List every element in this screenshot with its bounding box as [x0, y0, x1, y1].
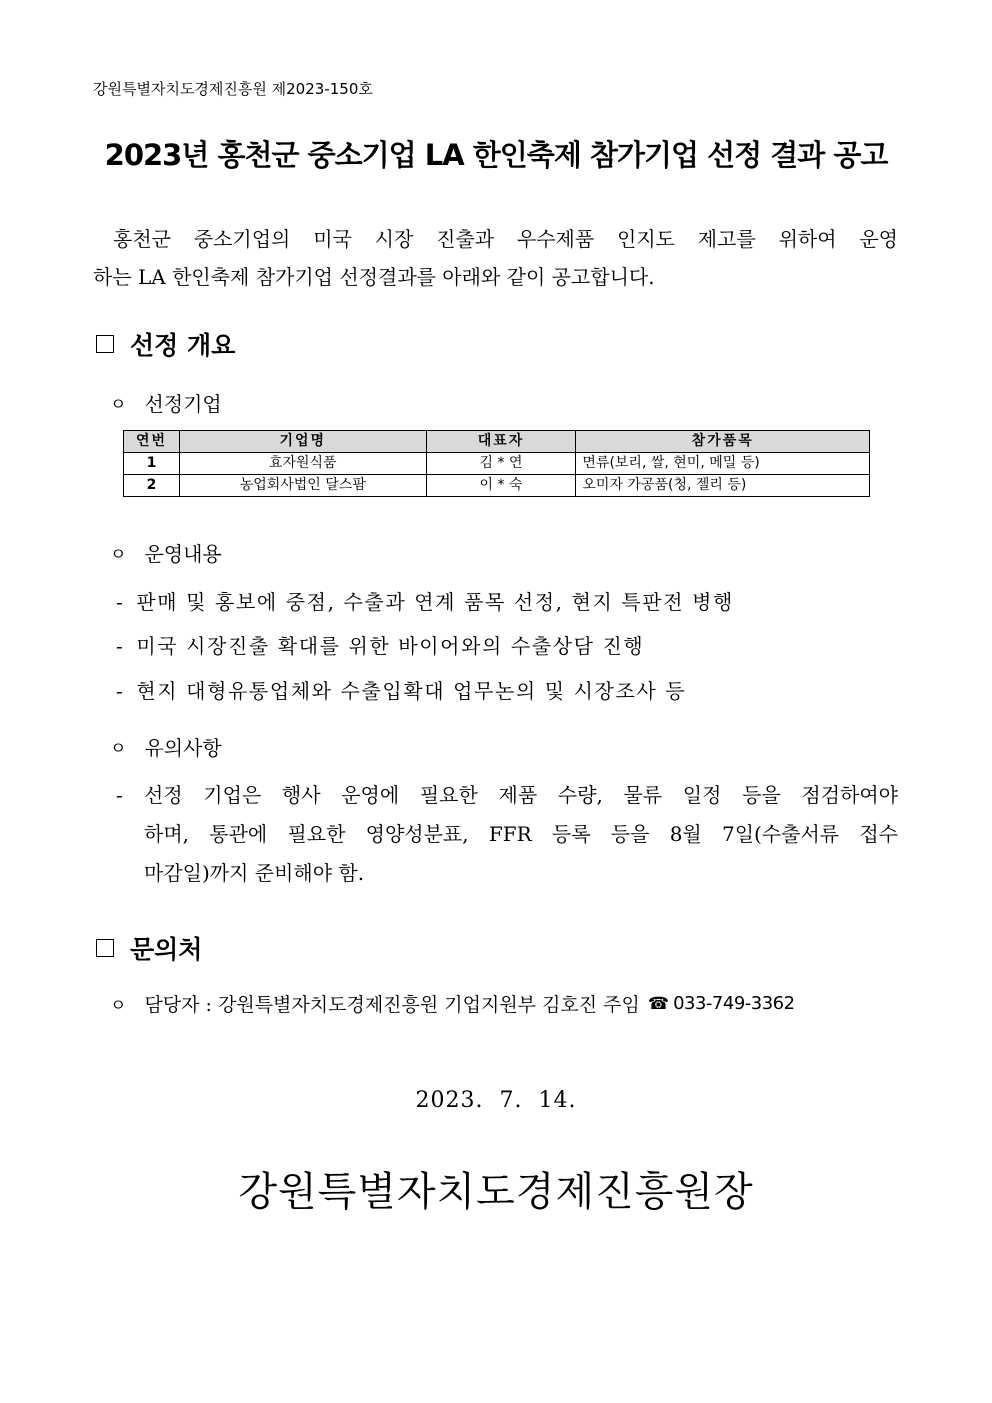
cell-no: 1: [124, 453, 180, 475]
notes-line-3: 마감일)까지 준비해야 함.: [144, 861, 365, 885]
section-heading-contact: [96, 930, 202, 966]
operation-item: [116, 630, 644, 659]
dash-bullet: -: [116, 634, 125, 658]
operation-item-text: 판매 및 홍보에 중점, 수출과 연계 품목 선정, 현지 특판전 병행: [136, 590, 734, 614]
document-number: 강원특별자치도경제진흥원 제2023-150호: [93, 80, 373, 98]
operation-item: [116, 675, 686, 704]
cell-items: 면류(보리, 쌀, 현미, 메밀 등): [576, 453, 870, 475]
notes-line-1: 선정 기업은 행사 운영에 필요한 제품 수량, 물류 일정 등을 점검하여야: [144, 783, 898, 807]
section-heading-text: 선정 개요: [130, 331, 236, 360]
document-title: 2023년 홍천군 중소기업 LA 한인축제 참가기업 선정 결과 공고: [104, 138, 888, 172]
intro-line-1: 홍천군 중소기업의 미국 시장 진출과 우수제품 인지도 제고를 위하여 운영: [113, 227, 898, 251]
intro-paragraph: [93, 220, 898, 296]
dash-bullet: -: [116, 590, 125, 614]
intro-line-2: 하는 LA 한인축제 참가기업 선정결과를 아래와 같이 공고합니다.: [93, 265, 655, 289]
circle-bullet-icon: ㅇ: [110, 545, 127, 565]
header-no: 연번: [124, 431, 180, 453]
section-heading-text: 문의처: [130, 935, 203, 964]
sub-heading-text: 운영내용: [144, 542, 222, 566]
table-header-row: [124, 431, 870, 453]
issuer-name: 강원특별자치도경제진흥원장: [238, 1169, 754, 1215]
cell-ceo: 이 * 숙: [426, 475, 576, 497]
contact-label: 담당자 : 강원특별자치도경제진흥원 기업지원부 김호진 주임: [144, 994, 640, 1016]
sub-heading-operations: [110, 538, 222, 567]
section-heading-overview: [96, 326, 235, 362]
square-box-icon: [96, 335, 114, 353]
table-row: [124, 475, 870, 497]
cell-ceo: 김 * 연: [426, 453, 576, 475]
selected-companies-table: [123, 430, 870, 497]
contact-phone: 033-749-3362: [673, 993, 795, 1014]
cell-no: 2: [124, 475, 180, 497]
sub-heading-companies: [110, 388, 222, 417]
sub-heading-text: 유의사항: [144, 736, 222, 760]
circle-bullet-icon: ㅇ: [110, 395, 127, 415]
operation-item-text: 미국 시장진출 확대를 위한 바이어와의 수출상담 진행: [136, 634, 645, 658]
telephone-icon: ☎: [647, 993, 670, 1014]
operation-item: [116, 586, 734, 615]
contact-line: [110, 990, 795, 1017]
cell-company: 효자원식품: [179, 453, 426, 475]
dash-bullet: -: [116, 783, 123, 807]
circle-bullet-icon: ㅇ: [110, 739, 127, 759]
header-items: 참가품목: [576, 431, 870, 453]
cell-items: 오미자 가공품(청, 젤리 등): [576, 475, 870, 497]
notes-paragraph: [116, 776, 898, 893]
square-box-icon: [96, 939, 114, 957]
circle-bullet-icon: ㅇ: [110, 996, 127, 1016]
notes-line-2: 하며, 통관에 필요한 영양성분표, FFR 등록 등을 8월 7일(수출서류 접수: [144, 822, 898, 846]
sub-heading-text: 선정기업: [144, 392, 222, 416]
header-ceo: 대표자: [426, 431, 576, 453]
cell-company: 농업회사법인 달스팜: [179, 475, 426, 497]
header-company: 기업명: [179, 431, 426, 453]
document-date: 2023. 7. 14.: [415, 1088, 577, 1113]
operation-item-text: 현지 대형유통업체와 수출입확대 업무논의 및 시장조사 등: [136, 679, 687, 703]
sub-heading-notes: [110, 732, 222, 761]
dash-bullet: -: [116, 679, 125, 703]
table-row: [124, 453, 870, 475]
